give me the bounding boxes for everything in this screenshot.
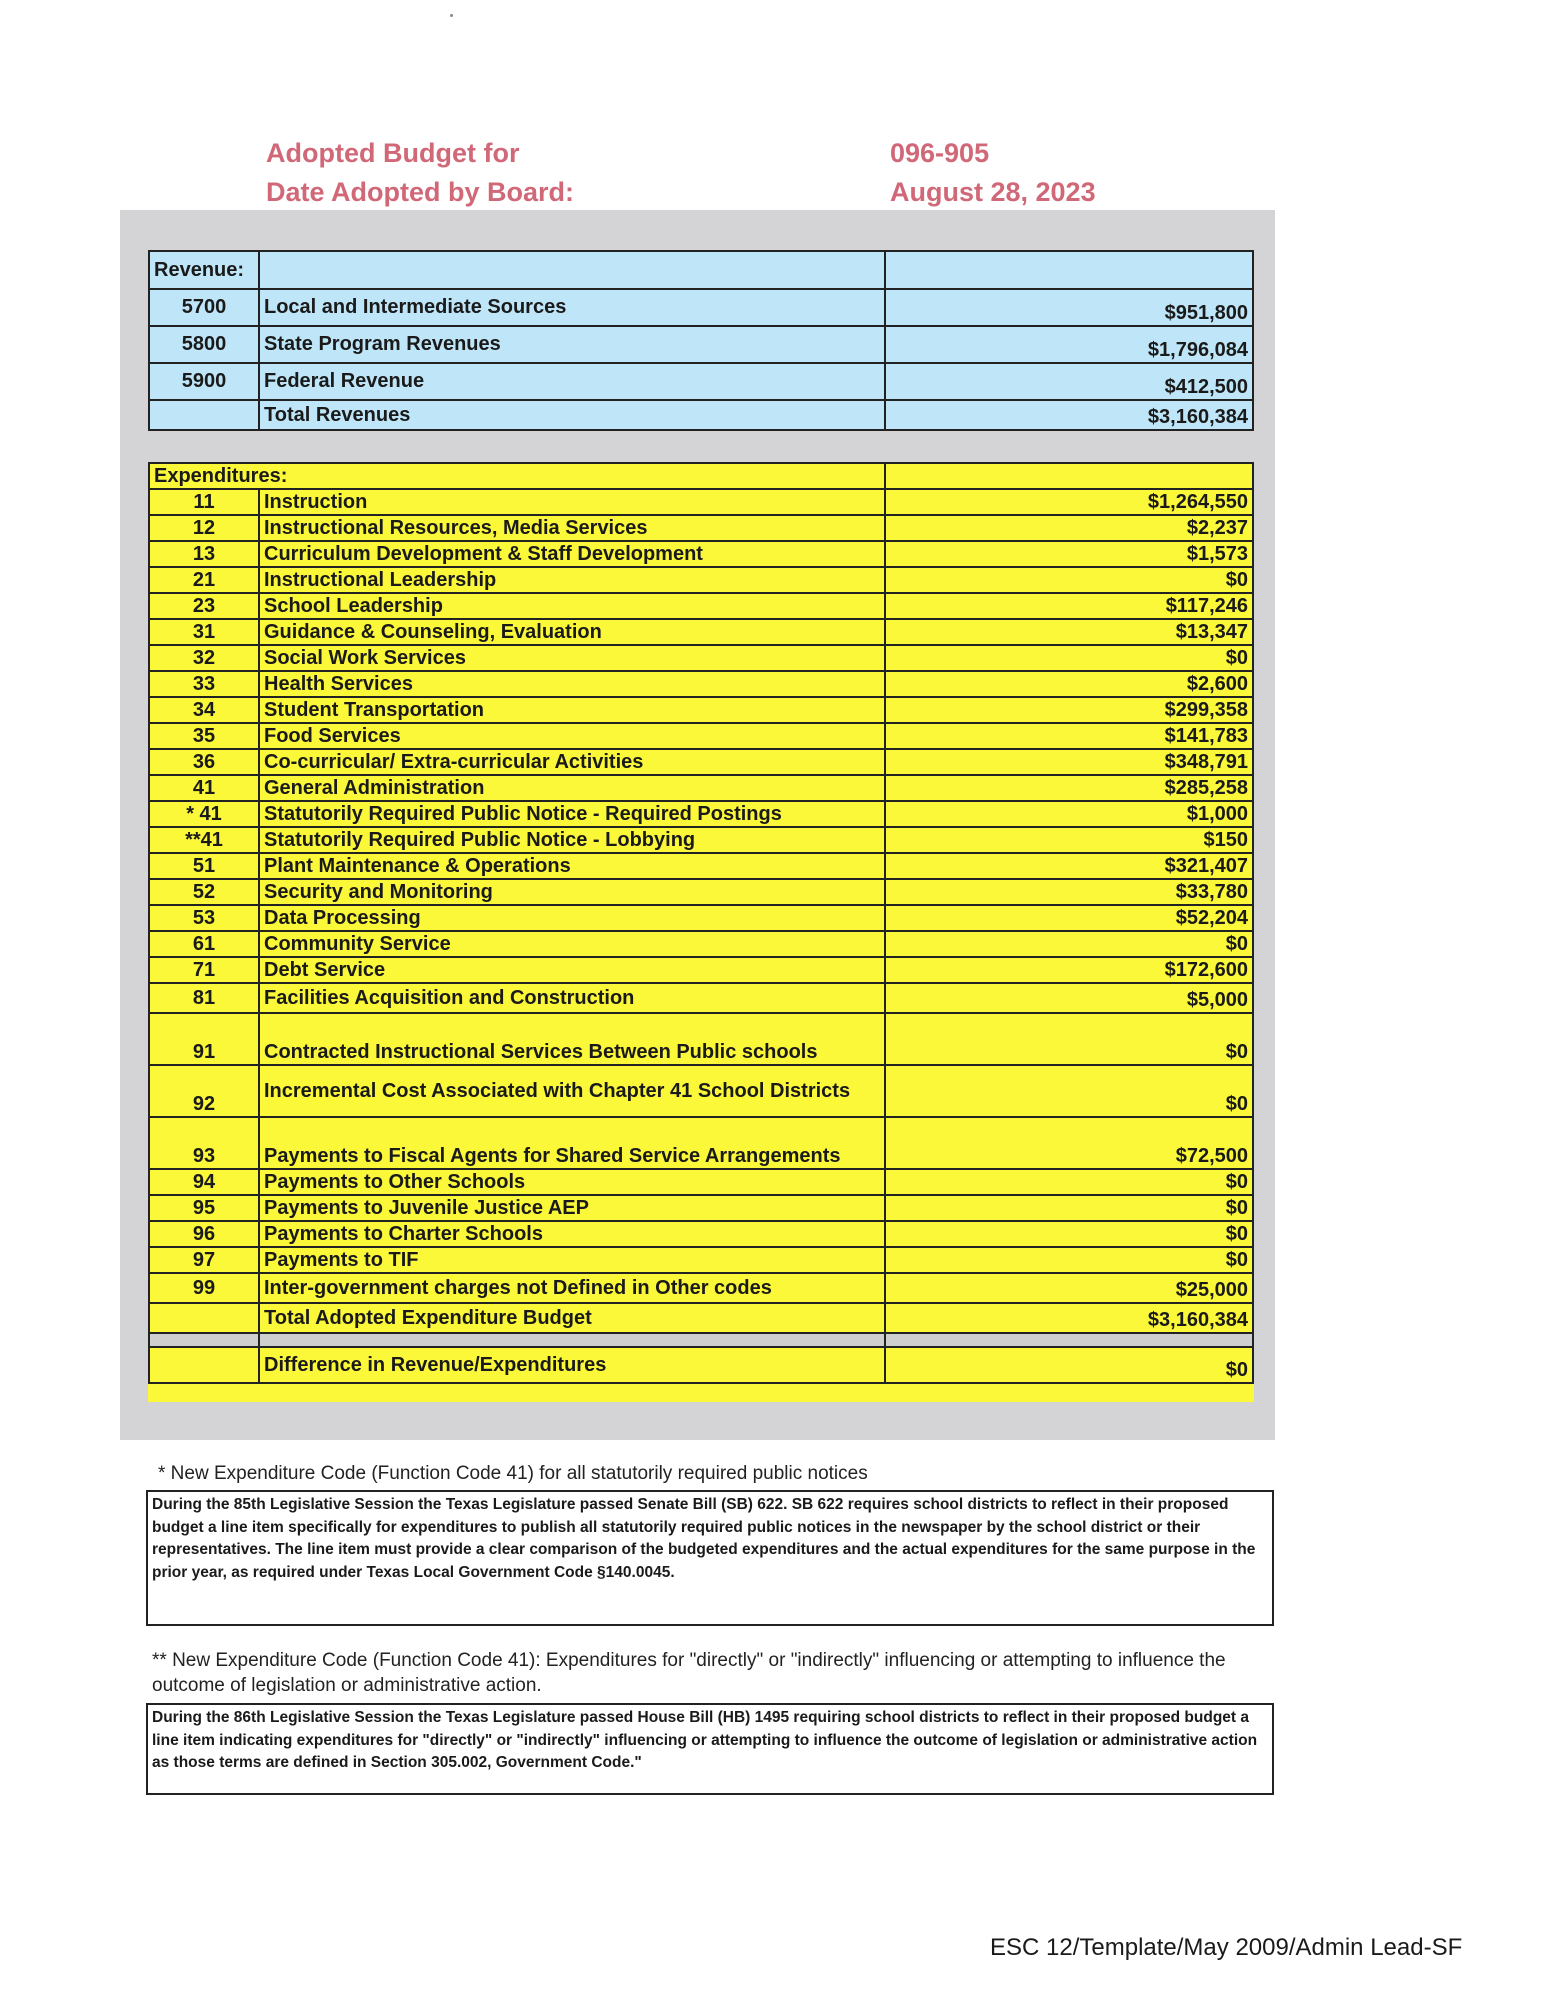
table-row (149, 1221, 1253, 1247)
end-row (149, 1383, 1253, 1402)
expenditure-desc: Statutorily Required Public Notice - Lobbying (259, 827, 885, 853)
expenditure-desc: Payments to TIF (259, 1247, 885, 1273)
expenditure-code: * 41 (149, 801, 259, 827)
expenditure-desc: Social Work Services (259, 645, 885, 671)
expenditure-amount: $0 (885, 1195, 1253, 1221)
expenditure-desc: Payments to Charter Schools (259, 1221, 885, 1247)
expenditure-amount: $0 (885, 645, 1253, 671)
expenditure-amount: $0 (885, 1221, 1253, 1247)
expenditure-code: 21 (149, 567, 259, 593)
expenditure-desc: Security and Monitoring (259, 879, 885, 905)
header-labels (266, 134, 574, 212)
revenue-code: 5900 (149, 363, 259, 400)
revenue-total-amount: $3,160,384 (885, 400, 1253, 430)
table-row (149, 1013, 1253, 1065)
expenditure-code: 32 (149, 645, 259, 671)
expenditure-amount: $33,780 (885, 879, 1253, 905)
note1-box: During the 85th Legislative Session the Texas Legislature passed Senate Bill (SB) 622. SB 622 requires school districts to reflect in their proposed budget a line item specifically for expenditures to publish all statutorily required public notices in the newspaper by the school district or their representatives. The line item must provide a clear comparison of the budgeted expenditures and the actual expenditures for the same purpose in the prior year, as required under Texas Local Government Code §140.0045. (146, 1490, 1274, 1626)
gap-row (149, 1333, 1253, 1347)
table-row (149, 697, 1253, 723)
expenditure-desc: Statutorily Required Public Notice - Required Postings (259, 801, 885, 827)
table-row (149, 1117, 1253, 1169)
expenditure-amount: $25,000 (885, 1273, 1253, 1303)
table-row (149, 827, 1253, 853)
expenditure-amount: $117,246 (885, 593, 1253, 619)
expenditure-code: 36 (149, 749, 259, 775)
expenditure-desc: Payments to Other Schools (259, 1169, 885, 1195)
expenditure-desc: Payments to Juvenile Justice AEP (259, 1195, 885, 1221)
expenditure-code: 93 (149, 1117, 259, 1169)
table-row (149, 1195, 1253, 1221)
expenditure-amount: $0 (885, 1169, 1253, 1195)
revenue-desc: State Program Revenues (259, 326, 885, 363)
expenditure-desc: Health Services (259, 671, 885, 697)
expenditure-amount: $0 (885, 1065, 1253, 1117)
expenditure-amount: $1,264,550 (885, 489, 1253, 515)
expenditure-code: 13 (149, 541, 259, 567)
table-row (149, 775, 1253, 801)
expenditure-amount: $72,500 (885, 1117, 1253, 1169)
revenue-amount: $951,800 (885, 289, 1253, 326)
expenditure-desc: Student Transportation (259, 697, 885, 723)
expenditure-code: 96 (149, 1221, 259, 1247)
expenditure-code: 33 (149, 671, 259, 697)
expenditure-code: 31 (149, 619, 259, 645)
expenditure-code: 61 (149, 931, 259, 957)
note1-title: * New Expenditure Code (Function Code 41) for all statutorily required public notices (158, 1463, 868, 1484)
expenditure-desc: Curriculum Development & Staff Development (259, 541, 885, 567)
expenditure-desc: Co-curricular/ Extra-curricular Activities (259, 749, 885, 775)
difference-label: Difference in Revenue/Expenditures (259, 1347, 885, 1383)
budget-label: Adopted Budget for (266, 138, 520, 168)
expenditure-amount: $0 (885, 931, 1253, 957)
difference-row (149, 1347, 1253, 1383)
table-row (149, 957, 1253, 983)
expenditure-code: 91 (149, 1013, 259, 1065)
scan-speck (450, 14, 453, 17)
expenditure-code: 92 (149, 1065, 259, 1117)
table-row (149, 983, 1253, 1013)
revenue-code: 5800 (149, 326, 259, 363)
expenditure-desc: Debt Service (259, 957, 885, 983)
table-row (149, 489, 1253, 515)
date-label: Date Adopted by Board: (266, 177, 575, 207)
table-row (149, 853, 1253, 879)
expenditure-amount: $0 (885, 567, 1253, 593)
expenditure-desc: Incremental Cost Associated with Chapter 41 School Districts (259, 1065, 885, 1117)
table-row (149, 1273, 1253, 1303)
table-row (149, 567, 1253, 593)
revenue-amount: $412,500 (885, 363, 1253, 400)
expenditure-code: 35 (149, 723, 259, 749)
expenditure-amount: $1,000 (885, 801, 1253, 827)
table-row (149, 619, 1253, 645)
table-row (149, 1065, 1253, 1117)
expenditure-amount: $5,000 (885, 983, 1253, 1013)
table-row (149, 671, 1253, 697)
expenditure-amount: $0 (885, 1013, 1253, 1065)
expenditure-desc: Food Services (259, 723, 885, 749)
expenditure-code: 51 (149, 853, 259, 879)
expenditure-code: 94 (149, 1169, 259, 1195)
table-row (149, 931, 1253, 957)
table-row (149, 905, 1253, 931)
table-row (149, 541, 1253, 567)
revenue-heading: Revenue: (149, 251, 259, 289)
expenditure-amount: $141,783 (885, 723, 1253, 749)
expenditure-total-row (149, 1303, 1253, 1333)
expenditure-desc: Community Service (259, 931, 885, 957)
expenditure-amount: $172,600 (885, 957, 1253, 983)
expenditure-code: 11 (149, 489, 259, 515)
expenditure-amount: $52,204 (885, 905, 1253, 931)
expenditure-total-amount: $3,160,384 (885, 1303, 1253, 1333)
expenditure-code: 12 (149, 515, 259, 541)
expenditure-desc: Inter-government charges not Defined in Other codes (259, 1273, 885, 1303)
table-row (149, 515, 1253, 541)
expenditure-amount: $0 (885, 1247, 1253, 1273)
expenditures-heading-row (149, 463, 1253, 489)
expenditure-desc: Contracted Instructional Services Between Public schools (259, 1013, 885, 1065)
table-row (149, 363, 1253, 400)
difference-amount: $0 (885, 1347, 1253, 1383)
table-row (149, 326, 1253, 363)
table-row (149, 1247, 1253, 1273)
expenditure-desc: Instruction (259, 489, 885, 515)
expenditure-code: 53 (149, 905, 259, 931)
expenditure-amount: $285,258 (885, 775, 1253, 801)
budget-value: 096-905 (890, 138, 990, 168)
expenditure-desc: Data Processing (259, 905, 885, 931)
table-row (149, 289, 1253, 326)
expenditure-desc: Instructional Leadership (259, 567, 885, 593)
expenditure-desc: Instructional Resources, Media Services (259, 515, 885, 541)
expenditure-desc: Plant Maintenance & Operations (259, 853, 885, 879)
expenditure-desc: General Administration (259, 775, 885, 801)
revenue-desc: Federal Revenue (259, 363, 885, 400)
expenditure-desc: Payments to Fiscal Agents for Shared Service Arrangements (259, 1117, 885, 1169)
table-row (149, 801, 1253, 827)
revenue-total-row (149, 400, 1253, 430)
table-row (149, 645, 1253, 671)
footer-template-id: ESC 12/Template/May 2009/Admin Lead-SF (990, 1934, 1463, 1961)
expenditure-amount: $13,347 (885, 619, 1253, 645)
expenditure-total-label: Total Adopted Expenditure Budget (259, 1303, 885, 1333)
revenue-total-label: Total Revenues (259, 400, 885, 430)
table-row (149, 879, 1253, 905)
expenditure-code: 97 (149, 1247, 259, 1273)
note2-title: ** New Expenditure Code (Function Code 41): Expenditures for "directly" or "indirectly" influencing or attempting to influence the outcome of legislation or administrative action. (152, 1650, 1226, 1696)
expenditure-code: 41 (149, 775, 259, 801)
expenditure-amount: $2,237 (885, 515, 1253, 541)
expenditure-code: 34 (149, 697, 259, 723)
expenditure-code: 23 (149, 593, 259, 619)
expenditure-desc: School Leadership (259, 593, 885, 619)
expenditure-code: 52 (149, 879, 259, 905)
table-row (149, 1169, 1253, 1195)
note2-box: During the 86th Legislative Session the Texas Legislature passed House Bill (HB) 1495 requiring school districts to reflect in their proposed budget a line item indicating expenditures for "directly" or "indirectly" influencing or attempting to influence the outcome of legislation or administrative action as those terms are defined in Section 305.002, Government Code." (146, 1703, 1274, 1795)
revenue-heading-row (149, 251, 1253, 289)
expenditure-code: 95 (149, 1195, 259, 1221)
revenue-code: 5700 (149, 289, 259, 326)
expenditure-amount: $1,573 (885, 541, 1253, 567)
expenditure-code: **41 (149, 827, 259, 853)
expenditure-amount: $321,407 (885, 853, 1253, 879)
revenue-desc: Local and Intermediate Sources (259, 289, 885, 326)
expenditure-amount: $2,600 (885, 671, 1253, 697)
expenditure-amount: $299,358 (885, 697, 1253, 723)
table-row (149, 749, 1253, 775)
expenditure-code: 81 (149, 983, 259, 1013)
expenditure-amount: $348,791 (885, 749, 1253, 775)
revenue-table (148, 250, 1254, 431)
revenue-amount: $1,796,084 (885, 326, 1253, 363)
expenditures-rows (149, 489, 1253, 1303)
expenditures-heading: Expenditures: (149, 463, 885, 489)
table-row (149, 593, 1253, 619)
expenditure-amount: $150 (885, 827, 1253, 853)
header-values (890, 134, 1096, 212)
expenditures-table (148, 462, 1254, 1402)
expenditure-code: 71 (149, 957, 259, 983)
expenditure-code: 99 (149, 1273, 259, 1303)
date-value: August 28, 2023 (890, 177, 1096, 207)
table-row (149, 723, 1253, 749)
expenditure-desc: Guidance & Counseling, Evaluation (259, 619, 885, 645)
expenditure-desc: Facilities Acquisition and Construction (259, 983, 885, 1013)
